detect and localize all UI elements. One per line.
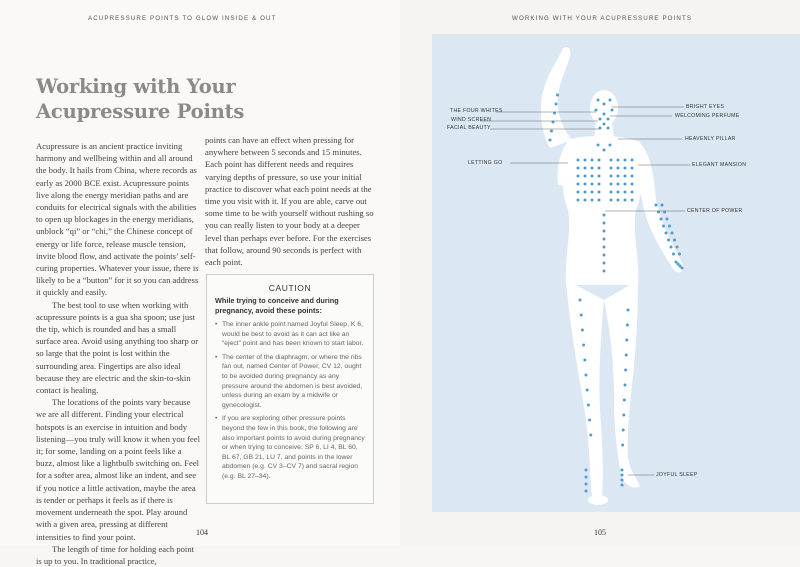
acupressure-point [585, 490, 588, 493]
acupressure-point [598, 167, 601, 170]
acupressure-point [603, 123, 606, 126]
acupressure-point [627, 309, 630, 312]
acupressure-point [631, 199, 634, 202]
acupressure-point [617, 159, 620, 162]
acupressure-point [603, 113, 606, 116]
acupressure-point [591, 175, 594, 178]
acupressure-point [586, 389, 589, 392]
page-title [36, 74, 244, 124]
paragraph: The length of time for holding each point is up to you. In traditional practice, [36, 543, 194, 566]
acupressure-point [577, 199, 580, 202]
acupressure-point [603, 222, 606, 225]
acupressure-point [666, 218, 669, 221]
body-illustration [400, 0, 800, 546]
acupressure-point [588, 419, 591, 422]
acupressure-point [610, 167, 613, 170]
acupressure-point [598, 159, 601, 162]
acupressure-point [580, 314, 583, 317]
acupressure-point [622, 414, 625, 417]
acupressure-point [585, 483, 588, 486]
title-line: Acupressure Points [36, 100, 245, 123]
acupressure-point [581, 329, 584, 332]
right-page [400, 0, 800, 546]
acupressure-point [583, 359, 586, 362]
acupressure-point [676, 246, 679, 249]
acupressure-point [597, 144, 600, 147]
acupressure-point [655, 204, 658, 207]
acupressure-point [625, 354, 628, 357]
acupressure-point [591, 191, 594, 194]
acupressure-point [584, 191, 587, 194]
acupressure-point [621, 444, 624, 447]
body-column-2 [205, 134, 375, 268]
acupressure-point [610, 175, 613, 178]
acupressure-point [597, 99, 600, 102]
acupressure-point [624, 199, 627, 202]
acupressure-point [603, 103, 606, 106]
acupressure-point [598, 175, 601, 178]
acupressure-point [584, 175, 587, 178]
acupressure-point [603, 270, 606, 273]
paragraph: The locations of the points vary because we are all different. Finding your electrical hotspots is an exercise in intuition and body listening—you truly will know it when you feel it; for some, landing on a point feels like a buzz, almost like a lightbulb switching on. Feel for a softer area, almost like an indent, and see if you notice a little activation, maybe the area is tender or perhaps it feels as if there is movement underneath the spot. Play around with a given area, pressing at different intensities to find your point. [36, 397, 200, 542]
acupressure-point [610, 159, 613, 162]
acupressure-point [631, 183, 634, 186]
page-number: 104 [196, 528, 208, 537]
acupressure-point [550, 130, 553, 133]
acupressure-point [667, 239, 670, 242]
label-elegant-mansion: ELEGANT MANSION [692, 162, 747, 168]
label-bright-eyes: BRIGHT EYES [686, 104, 725, 110]
acupressure-point [631, 167, 634, 170]
acupressure-point [624, 369, 627, 372]
caution-item: • If you are exploring other pressure points beyond the few in this book, the following are also important points to avoid during pregnancy or when trying to conceive: SP 6, LI 4, BL 60, BL 67, GB 21, LU 7, and points in the lower abdomen (e.g. CV 3–CV 7) and sacral region (e.g. BL 27–34). [215, 414, 367, 481]
acupressure-point [556, 94, 559, 97]
label-center-of-power: CENTER OF POWER [687, 208, 743, 214]
acupressure-point [624, 175, 627, 178]
acupressure-point [611, 109, 614, 112]
acupressure-point [668, 225, 671, 228]
acupressure-point [609, 99, 612, 102]
acupressure-point [622, 429, 625, 432]
acupressure-point [585, 476, 588, 479]
acupressure-point [660, 218, 663, 221]
acupressure-point [621, 479, 624, 482]
caution-heading: CAUTION [268, 283, 312, 293]
acupressure-point [671, 232, 674, 235]
acupressure-point [603, 230, 606, 233]
acupressure-point [610, 183, 613, 186]
caution-item: • The inner ankle point named Joyful Sleep, K 6, would be best to avoid as it can act like an “eject” point and has been known to start labor. [215, 320, 367, 349]
acupressure-point [598, 183, 601, 186]
caution-box [206, 274, 374, 504]
acupressure-point [609, 144, 612, 147]
acupressure-point [624, 384, 627, 387]
acupressure-point [617, 175, 620, 178]
acupressure-point [617, 183, 620, 186]
label-wind-screen: WIND SCREEN [451, 117, 492, 123]
label-joyful-sleep: JOYFUL SLEEP [656, 472, 698, 478]
acupressure-point [623, 399, 626, 402]
acupressure-point [631, 191, 634, 194]
acupressure-point [585, 374, 588, 377]
acupressure-point [598, 199, 601, 202]
acupressure-point [577, 191, 580, 194]
acupressure-point [624, 183, 627, 186]
acupressure-point [662, 225, 665, 228]
acupressure-point [603, 149, 606, 152]
acupressure-point [610, 199, 613, 202]
acupressure-point [661, 204, 664, 207]
acupressure-point [582, 344, 585, 347]
acupressure-point [673, 239, 676, 242]
acupressure-point [603, 262, 606, 265]
acupressure-point [672, 253, 675, 256]
acupressure-point [584, 199, 587, 202]
running-head: ACUPRESSURE POINTS TO GLOW INSIDE & OUT [88, 15, 277, 22]
title-line: Working with Your [36, 75, 236, 98]
acupressure-point [591, 183, 594, 186]
acupressure-point [617, 167, 620, 170]
acupressure-point [587, 404, 590, 407]
acupressure-point [621, 484, 624, 487]
acupressure-point [603, 246, 606, 249]
acupressure-point [599, 118, 602, 121]
page-number: 105 [594, 528, 606, 537]
running-head: WORKING WITH YOUR ACUPRESSURE POINTS [512, 15, 693, 22]
paragraph: Acupressure is an ancient practice inviting harmony and wellbeing within and all around the body. It hails from China, where records as early as 2000 BCE exist. Acupressure points live along the energy meridian paths and are conduits for electrical signals with the abilities to open up blockages in the energy meridians, unblock “qi” or “chi,” the Chinese concept of energy or life force, release muscle tension, invite blood flow, and activate the points’ self-curing properties. Whatever your issue, there is likely to be a “button” for it so you can address it quickly and easily. [36, 141, 199, 298]
acupressure-point [621, 474, 624, 477]
acupressure-point [670, 246, 673, 249]
acupressure-point [625, 339, 628, 342]
paragraph: The best tool to use when working with acupressure points is a gua sha spoon; use just the tip, which is rounded and has a small surface area. Avoid using anything too sharp or so large that the point is lost within the surrounding area. Fingertips are also ideal because they are electric and the skin-to-skin contact is healing. [36, 299, 199, 396]
acupressure-point [591, 199, 594, 202]
acupressure-point [603, 214, 606, 217]
acupressure-point [624, 159, 627, 162]
acupressure-point [584, 167, 587, 170]
label-four-whites: THE FOUR WHITES [450, 108, 503, 114]
acupressure-point [577, 175, 580, 178]
acupressure-point [585, 469, 588, 472]
acupressure-point [577, 167, 580, 170]
acupressure-point [584, 183, 587, 186]
caution-item: • The center of the diaphragm, or where the ribs fan out, named Center of Power, CV 12, ought to be avoided during pregnancy as any pressure around the abdomen is best avoided, unless during an exam by a midwife or gynecologist. [215, 353, 367, 411]
acupressure-point [595, 109, 598, 112]
acupressure-point [598, 191, 601, 194]
acupressure-point [589, 434, 592, 437]
acupressure-point [607, 127, 610, 130]
acupressure-point [579, 299, 582, 302]
acupressure-point [621, 469, 624, 472]
label-facial-beauty: FACIAL BEAUTY [447, 125, 491, 131]
acupressure-point [584, 159, 587, 162]
caution-list [215, 320, 373, 482]
acupressure-point [624, 167, 627, 170]
acupressure-point [681, 267, 684, 270]
acupressure-point [678, 253, 681, 256]
acupressure-point [555, 103, 558, 106]
acupressure-point [624, 191, 627, 194]
acupressure-point [607, 118, 610, 121]
acupressure-point [591, 167, 594, 170]
acupressure-point [617, 191, 620, 194]
body-column-1 [36, 140, 200, 567]
acupressure-point [631, 159, 634, 162]
acupressure-point [626, 324, 629, 327]
acupressure-point [603, 238, 606, 241]
caution-lead: While trying to conceive and during pregnancy, avoid these points: [215, 296, 339, 315]
acupressure-point [577, 183, 580, 186]
paragraph: points can have an effect when pressing for anywhere between 5 seconds and 15 minutes. Each point has different needs and requires varying depths of pressure, so use your initial practice to discover what each point needs at the time you visit with it. If you are able, carve out some time to be with yourself without rushing so you can really listen to your body at a deeper level than perhaps ever before. For the exercises that follow, around 90 seconds is perfect with each point. [205, 135, 374, 268]
left-page [0, 0, 400, 566]
acupressure-point [603, 254, 606, 257]
label-heavenly-pillar: HEAVENLY PILLAR [685, 136, 736, 142]
acupressure-point [631, 175, 634, 178]
acupressure-point [591, 159, 594, 162]
label-letting-go: LETTING GO [468, 160, 503, 166]
acupressure-point [665, 232, 668, 235]
acupressure-point [617, 199, 620, 202]
acupressure-point [610, 191, 613, 194]
acupressure-point [577, 159, 580, 162]
acupressure-point [549, 139, 552, 142]
label-welcoming-perfume: WELCOMING PERFUME [675, 113, 740, 119]
